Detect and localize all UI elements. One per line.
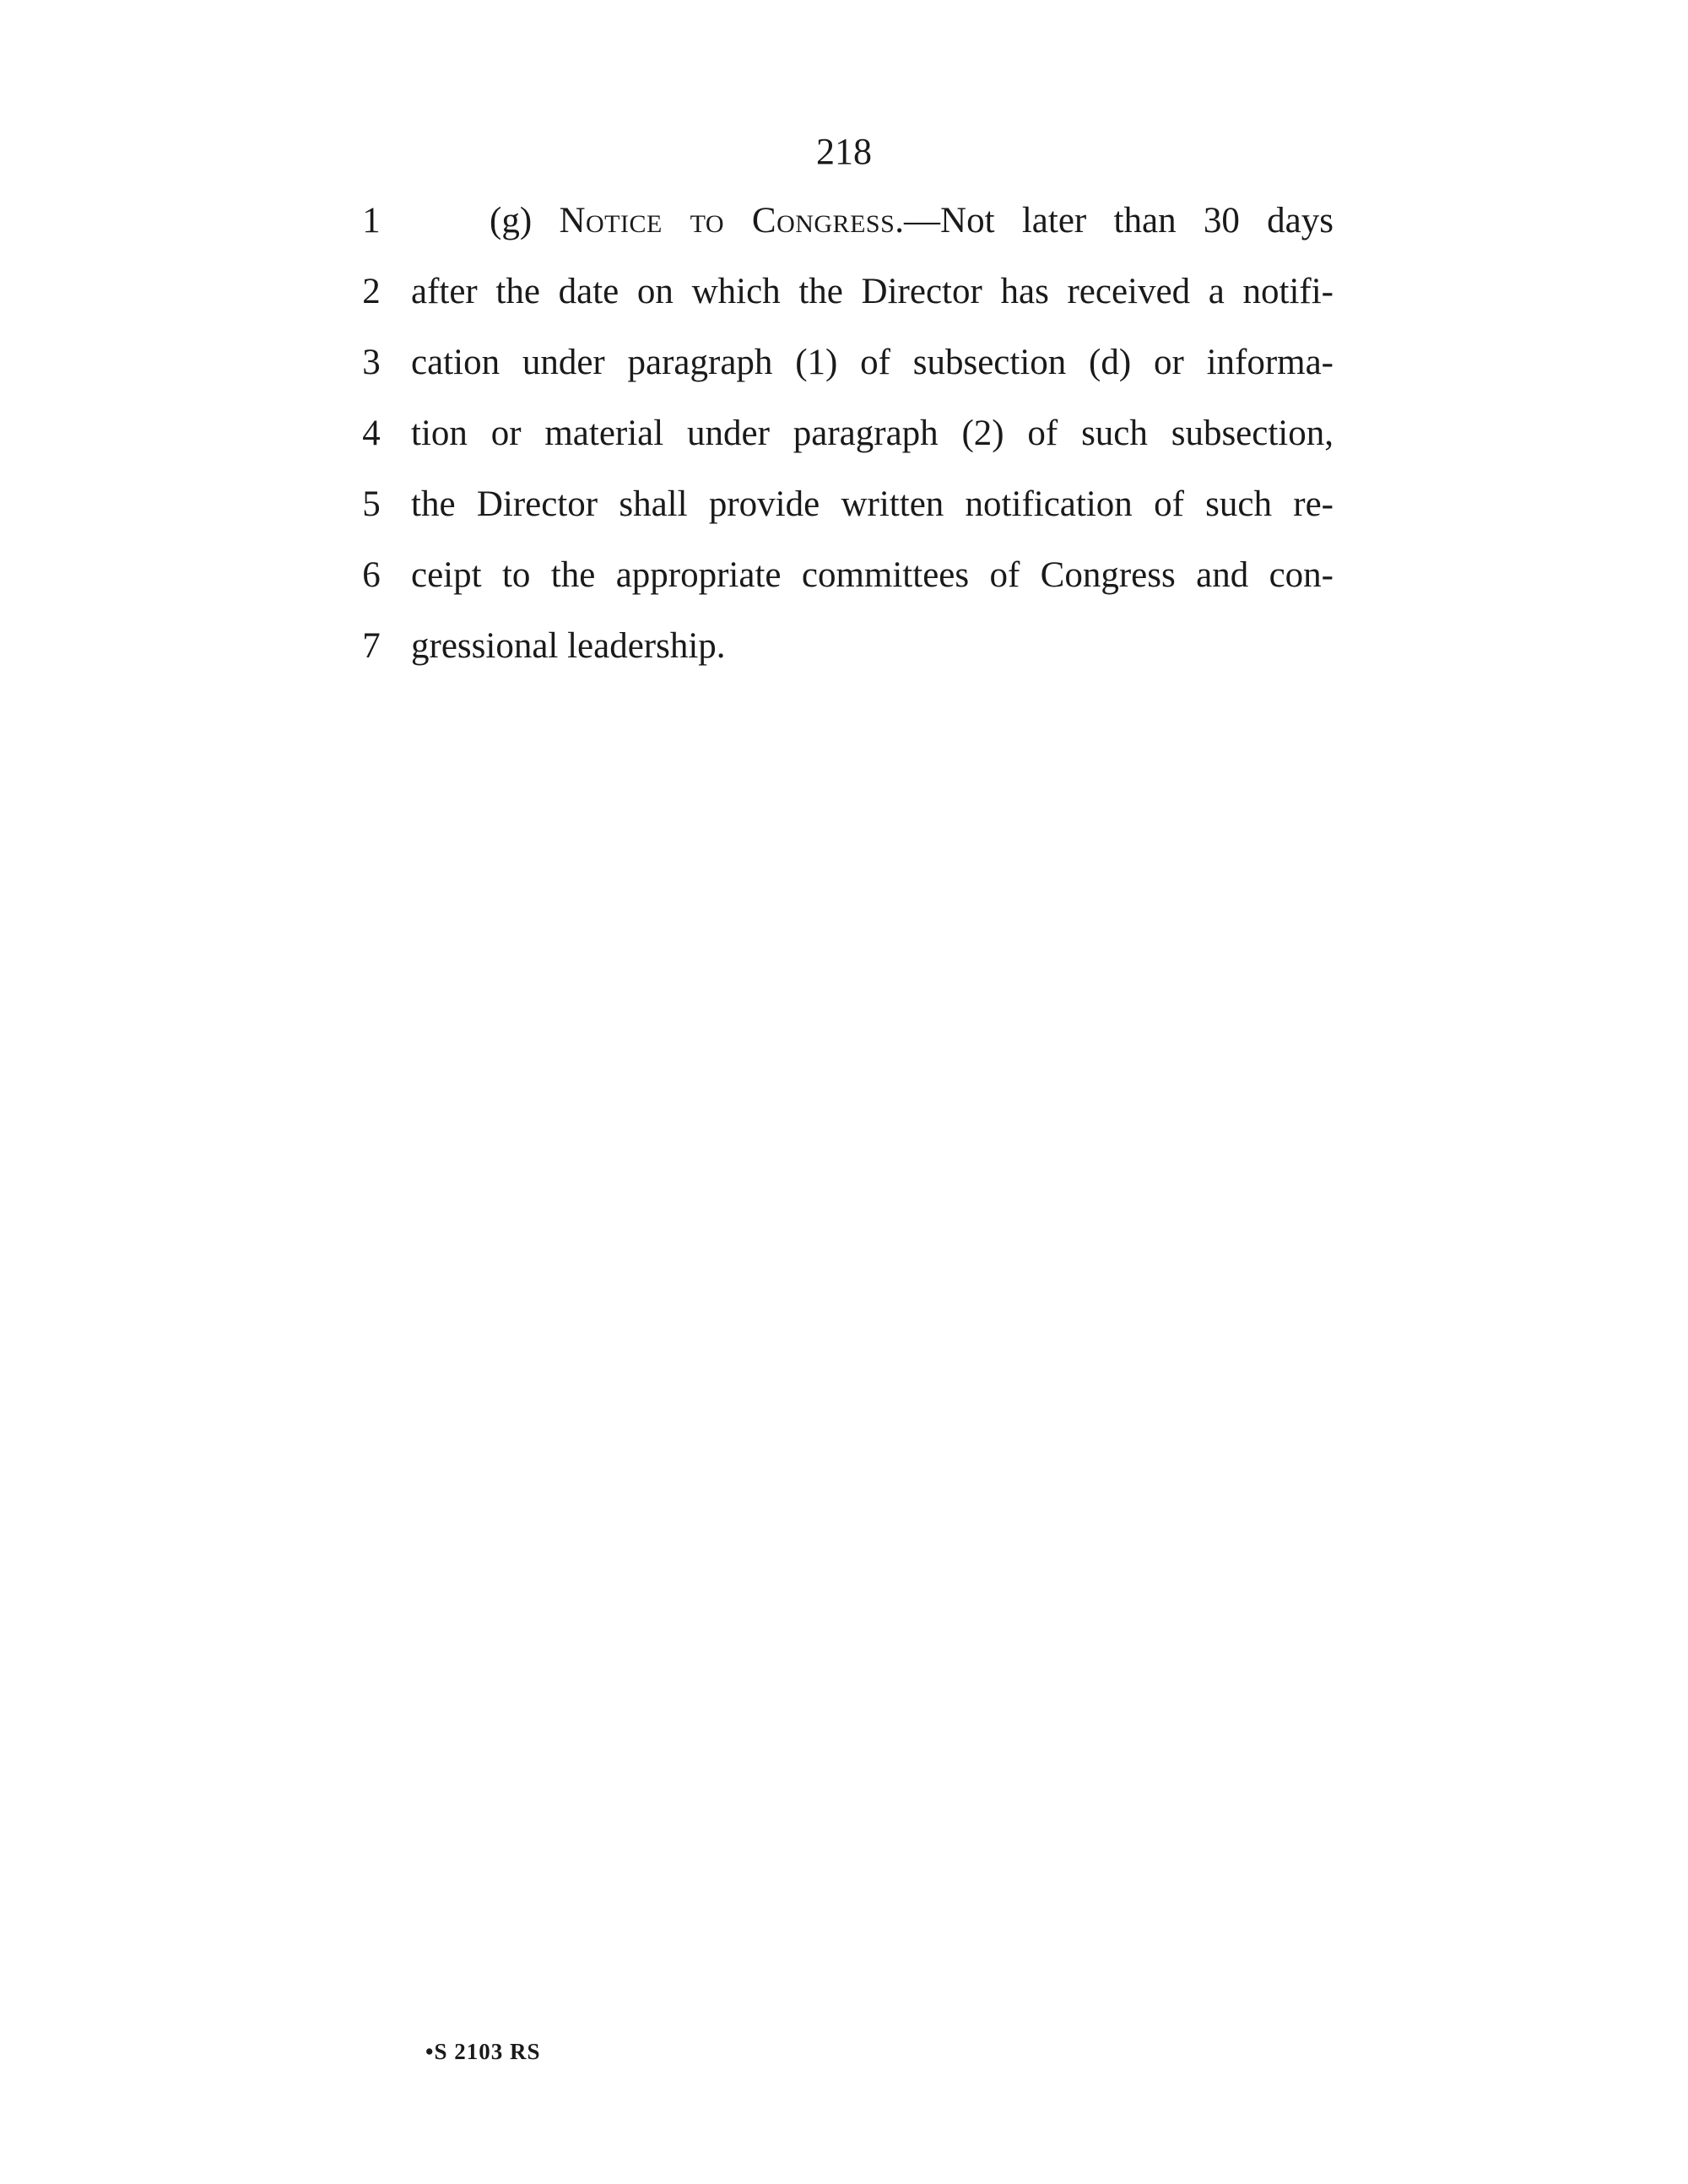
line-number: 5 xyxy=(362,484,381,524)
line-number: 2 xyxy=(362,272,381,311)
line-number: 6 xyxy=(362,555,381,595)
line-text: ceipt to the appropriate committees of Congress and con- xyxy=(411,555,1334,595)
line-number: 3 xyxy=(362,343,381,382)
line-number: 4 xyxy=(362,414,381,453)
line-text: the Director shall provide written notification of such re- xyxy=(411,484,1334,524)
line-number: 1 xyxy=(362,201,381,241)
text-line-6 xyxy=(0,550,1688,601)
line-text-remainder: .—Not later than 30 days xyxy=(895,201,1334,241)
bill-identifier-footer: •S 2103 RS xyxy=(425,2039,541,2064)
line-text: cation under paragraph (1) of subsection (d) or informa- xyxy=(411,343,1334,382)
line-text: gressional leadership. xyxy=(411,626,726,666)
text-line-3 xyxy=(0,338,1688,388)
text-line-1 xyxy=(0,196,1688,246)
page-number: 218 xyxy=(816,131,872,172)
text-line-5 xyxy=(0,479,1688,530)
line-number: 7 xyxy=(362,626,381,666)
text-line-7 xyxy=(0,621,1688,672)
line-text: tion or material under paragraph (2) of such subsection, xyxy=(411,414,1334,453)
line-text: after the date on which the Director has received a notifi- xyxy=(411,272,1334,311)
line-text xyxy=(490,196,1334,246)
subsection-label: (g) xyxy=(490,201,560,241)
text-line-2 xyxy=(0,267,1688,317)
text-line-4 xyxy=(0,408,1688,459)
section-heading: Notice to Congress xyxy=(559,201,895,241)
